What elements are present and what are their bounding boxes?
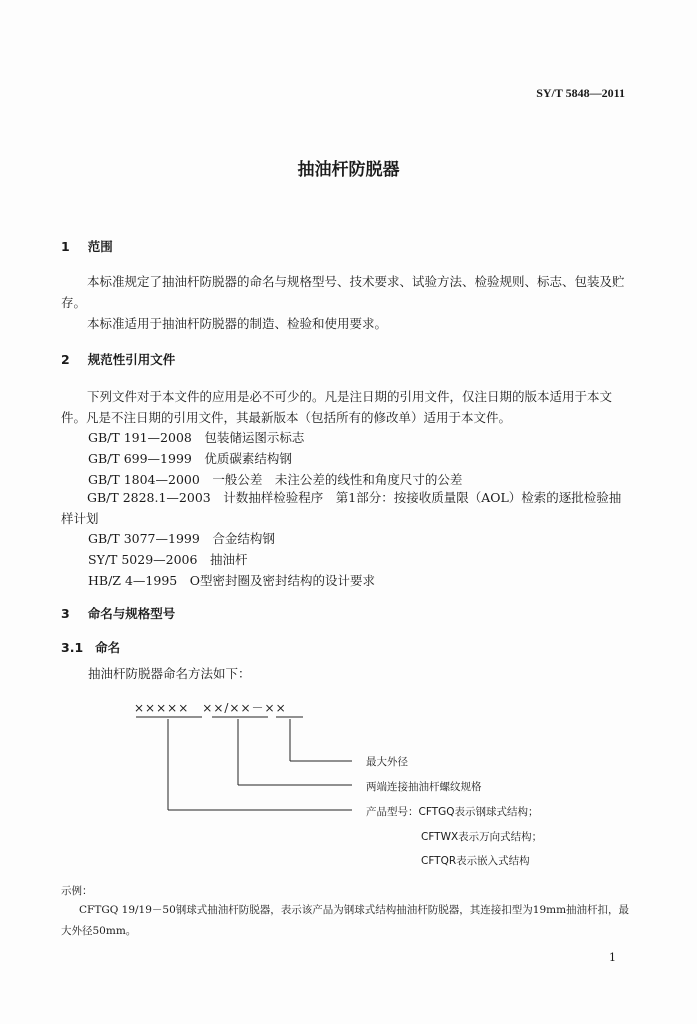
reference-item-long: GB/T 2828.1—2003 计数抽样检验程序 第1部分：按接收质量限（AOL）检索的逐批检验抽样计划 bbox=[61, 490, 622, 526]
label-model-cftwx: CFTWX表示万向式结构； bbox=[421, 831, 543, 843]
section-number: 3 bbox=[61, 606, 70, 621]
label-max-outer-diameter: 最大外径 bbox=[366, 756, 408, 768]
model-code-pattern: ××××× ××/××－×× bbox=[134, 701, 287, 715]
reference-item: GB/T 3077—1999 合金结构钢 bbox=[88, 531, 275, 546]
reference-item: HB/Z 4—1995 O型密封圈及密封结构的设计要求 bbox=[88, 573, 375, 588]
section-number: 2 bbox=[61, 352, 70, 367]
reference-item: GB/T 699—1999 优质碳素结构钢 bbox=[88, 451, 292, 466]
section-title: 规范性引用文件 bbox=[87, 352, 176, 367]
example-label: 示例： bbox=[61, 885, 93, 897]
section-title: 命名 bbox=[95, 640, 121, 655]
section-1-paragraph-1: 本标准规定了抽油杆防脱器的命名与规格型号、技术要求、试验方法、检验规则、标志、包装及贮存。 bbox=[61, 274, 625, 310]
section-title: 命名与规格型号 bbox=[87, 606, 176, 621]
example-text: CFTGQ 19/19－50钢球式抽油杆防脱器，表示该产品为钢球式结构抽油杆防脱器，其连接扣型为19mm抽油杆扣，最大外径50mm。 bbox=[61, 904, 630, 937]
label-thread-spec: 两端连接抽油杆螺纹规格 bbox=[366, 781, 482, 793]
reference-item: GB/T 191—2008 包装储运图示标志 bbox=[88, 430, 305, 445]
label-product-model: 产品型号：CFTGQ表示钢球式结构； bbox=[366, 806, 539, 818]
label-model-cftqr: CFTQR表示嵌入式结构 bbox=[421, 855, 530, 867]
document-title: 抽油杆防脱器 bbox=[297, 160, 400, 180]
section-number: 3.1 bbox=[61, 640, 84, 655]
reference-item: GB/T 1804—2000 一般公差 未注公差的线性和角度尺寸的公差 bbox=[88, 472, 463, 487]
section-number: 1 bbox=[61, 239, 70, 254]
section-title: 范围 bbox=[87, 239, 113, 254]
standard-code: SY/T 5848—2011 bbox=[536, 86, 625, 100]
page-number: 1 bbox=[609, 951, 616, 964]
reference-item: SY/T 5029—2006 抽油杆 bbox=[88, 552, 248, 567]
section-1-paragraph-2: 本标准适用于抽油杆防脱器的制造、检验和使用要求。 bbox=[87, 316, 388, 331]
naming-intro: 抽油杆防脱器命名方法如下： bbox=[88, 666, 251, 681]
section-2-intro: 下列文件对于本文件的应用是必不可少的。凡是注日期的引用文件，仅注日期的版本适用于本文件。凡是不注日期的引用文件，其最新版本（包括所有的修改单）适用于本文件。 bbox=[61, 389, 613, 425]
